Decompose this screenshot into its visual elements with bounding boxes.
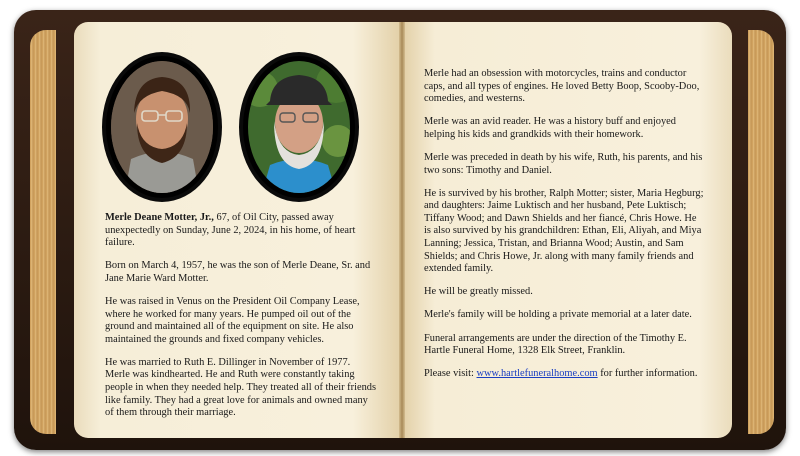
page-edges-left xyxy=(30,30,56,434)
funeral-home-link[interactable]: www.hartlefuneralhome.com xyxy=(476,368,598,380)
preceded-paragraph: Merle was preceded in death by his wife, Ruth, his parents, and his two sons: Timothy and Daniel. xyxy=(424,151,703,176)
portrait-older-image xyxy=(248,61,350,193)
born-paragraph: Born on March 4, 1957, he was the son of Merle Deane, Sr. and Jane Marie Ward Motter. xyxy=(105,260,371,284)
visit-paragraph xyxy=(424,368,706,381)
visit-prefix: Please visit: xyxy=(424,368,477,380)
page-edges-right xyxy=(748,30,774,434)
obituary-left-column xyxy=(105,212,377,430)
book-spine xyxy=(399,22,405,438)
visit-suffix: for further information. xyxy=(597,368,698,380)
raised-paragraph: He was raised in Venus on the President Oil Company Lease, where he worked for many years. He pumped oil out of the ground and maintained all of the equipment on site. He also maintained the grounds and fixed company vehicles. xyxy=(105,295,360,345)
missed-paragraph: He will be greatly missed. xyxy=(424,286,533,298)
portrait-photo-older xyxy=(239,52,359,202)
portrait-young-image xyxy=(111,61,213,193)
funeral-paragraph: Funeral arrangements are under the direction of the Timothy E. Hartle Funeral Home, 1328 Elk Street, Franklin. xyxy=(424,332,687,357)
married-paragraph: He was married to Ruth E. Dillinger in November of 1977. Merle was kindhearted. He and Ruth were constantly taking people in when they needed help. They treated all of their friends like family. They had a great love for animals and owned many of them through their marriage. xyxy=(105,356,377,419)
survived-paragraph: He is survived by his brother, Ralph Motter; sister, Maria Hegburg; and daughters: Jaime Luktisch and her husband, Pete Luktisch; Tiffany Wood; and Dawn Shields and her fiancé, Chris Howe. He is also survived by his grandchildren: Ethan, Eli, Aliyah, and Miya Lanning; Jessica, Tristan, and Brianna Wood; Austin, and Sam Shields; and Chris Howe, Jr. along with many family friends and extended family. xyxy=(424,187,704,275)
obsession-paragraph: Merle had an obsession with motorcycles, trains and conductor caps, and all types of engines. He loved Betty Boop, Scooby-Doo, comedies, and westerns. xyxy=(424,68,700,105)
intro-text: 67, of Oil City, passed away unexpectedly on Sunday, June 2, 2024, in his home, of heart failure. xyxy=(105,212,356,249)
portrait-photo-young xyxy=(102,52,222,202)
reader-paragraph: Merle was an avid reader. He was a history buff and enjoyed helping his kids and grandkids with their homework. xyxy=(424,116,676,140)
obituary-right-column xyxy=(424,68,706,391)
memorial-paragraph: Merle's family will be holding a private memorial at a later date. xyxy=(424,309,692,321)
deceased-name: Merle Deane Motter, Jr., xyxy=(105,212,214,223)
intro-paragraph xyxy=(105,212,377,250)
